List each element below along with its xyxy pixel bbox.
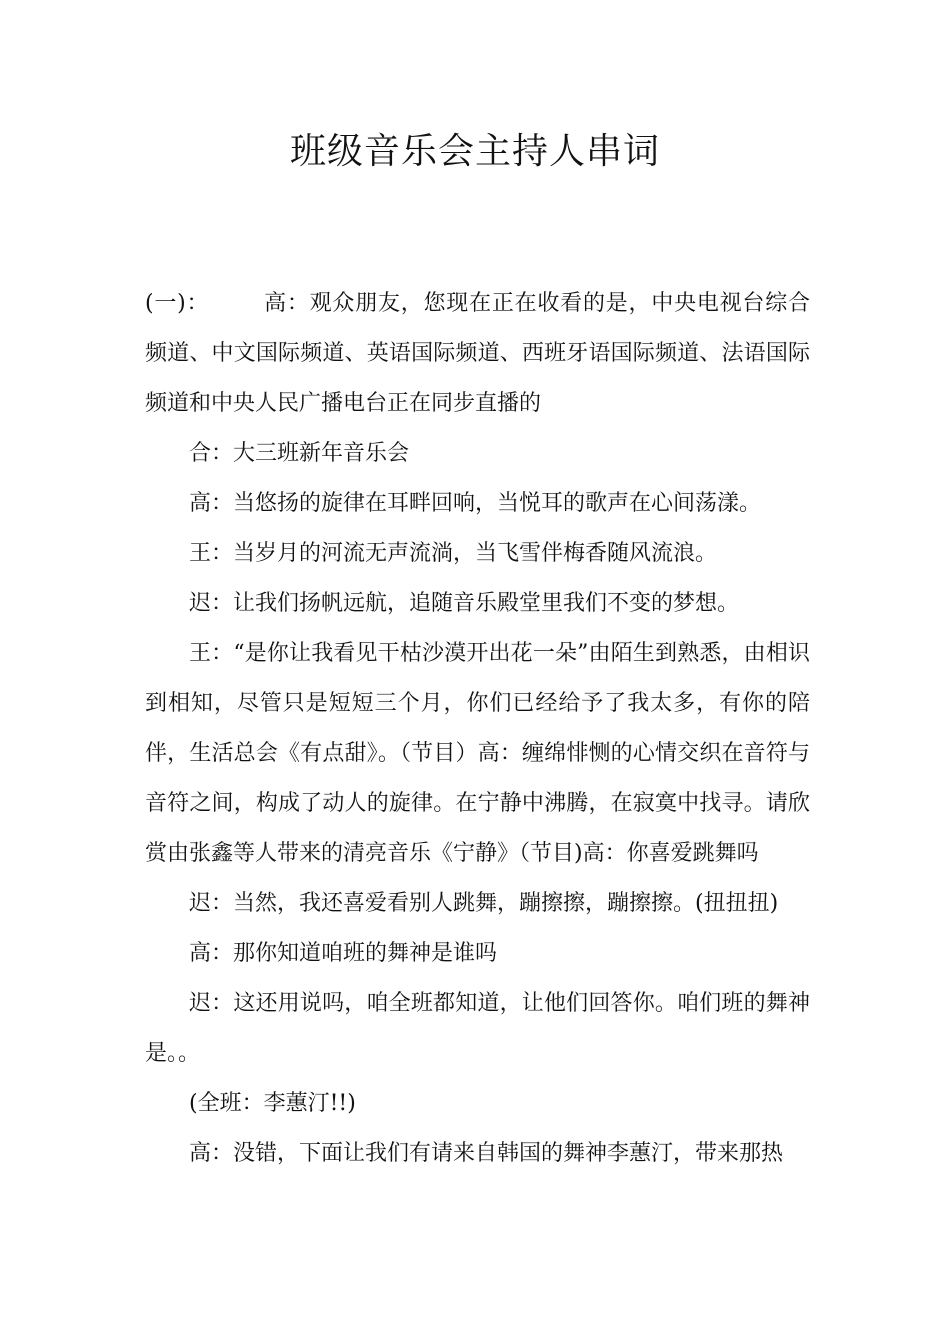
paragraph-10: (全班：李蕙汀!!) (189, 1091, 356, 1116)
paragraph-2: 合：大三班新年音乐会 (189, 441, 410, 466)
document-title: 班级音乐会主持人串词 (289, 131, 660, 172)
paragraph-prefix: (一)： (145, 291, 210, 316)
paragraph-4: 王：当岁月的河流无声流淌，当飞雪伴梅香随风流浪。 (189, 541, 718, 566)
paragraph-text: 高：观众朋友，您现在正在收看的是，中央电视台综合频道、中文国际频道、英语国际频道、西班牙语国际频道、法语国际频道和中央人民广播电台正在同步直播的 (145, 291, 810, 416)
document-body (145, 279, 810, 1179)
paragraph-9: 迟：这还用说吗，咱全班都知道，让他们回答你。咱们班的舞神是。。 (145, 991, 810, 1066)
paragraph-7: 迟：当然，我还喜爱看别人跳舞，蹦擦擦，蹦擦擦。(扭扭扭) (189, 891, 779, 916)
paragraph-1 (145, 279, 810, 429)
paragraph-11: 高：没错，下面让我们有请来自韩国的舞神李蕙汀，带来那热 (189, 1141, 784, 1166)
paragraph-6: 王：“是你让我看见干枯沙漠开出花一朵”由陌生到熟悉，由相识到相知，尽管只是短短三个月，你们已经给予了我太多，有你的陪伴，生活总会《有点甜》。（节目）高：缠绵悱恻的心情交织在音符与音符之间，构成了动人的旋律。在宁静中沸腾，在寂寞中找寻。请欣赏由张鑫等人带来的清亮音乐《宁静》（节目)高：你喜爱跳舞吗 (145, 641, 810, 866)
paragraph-5: 迟：让我们扬帆远航，追随音乐殿堂里我们不变的梦想。 (189, 591, 740, 616)
paragraph-3: 高：当悠扬的旋律在耳畔回响，当悦耳的歌声在心间荡漾。 (189, 491, 762, 516)
paragraph-8: 高：那你知道咱班的舞神是谁吗 (189, 941, 498, 966)
